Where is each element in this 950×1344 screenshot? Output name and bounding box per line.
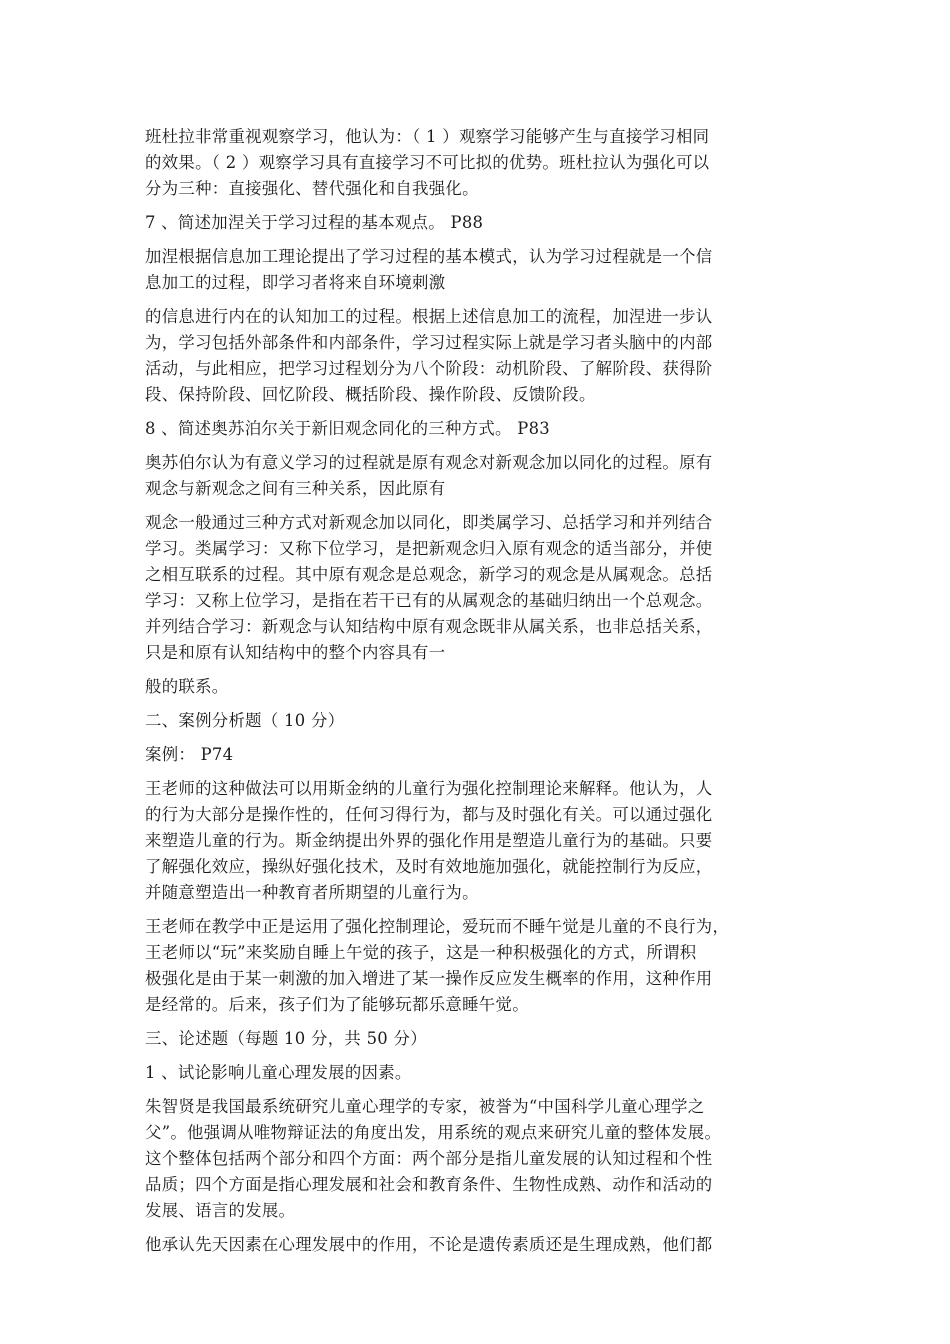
text-line: 的行为大部分是操作性的，任何习得行为，都与及时强化有关。可以通过强化 bbox=[145, 805, 713, 824]
paragraph bbox=[145, 742, 817, 768]
text-line: 之相互联系的过程。其中原有观念是总观念，新学习的观念是从属观念。总括 bbox=[145, 565, 713, 584]
text-line: 班杜拉非常重视观察学习，他认为：（ 1 ）观察学习能够产生与直接学习相同 bbox=[145, 127, 710, 146]
text-line: 分为三种：直接强化、替代强化和自我强化。 bbox=[145, 179, 479, 198]
text-line: 并随意塑造出一种教育者所期望的儿童行为。 bbox=[145, 883, 479, 902]
paragraph bbox=[145, 1094, 817, 1224]
text-line: 观念一般通过三种方式对新观念加以同化，即类属学习、总括学习和并列结合 bbox=[145, 513, 713, 532]
text-line: 观念与新观念之间有三种关系，因此原有 bbox=[145, 479, 446, 498]
paragraph bbox=[145, 244, 817, 296]
paragraph bbox=[145, 1232, 817, 1258]
text-line: 段、保持阶段、回忆阶段、概括阶段、操作阶段、反馈阶段。 bbox=[145, 385, 596, 404]
text-line: 是经常的。后来，孩子们为了能够玩都乐意睡午觉。 bbox=[145, 995, 529, 1014]
text-line: 发展、语言的发展。 bbox=[145, 1201, 296, 1220]
text-line: 1 、试论影响儿童心理发展的因素。 bbox=[145, 1063, 412, 1082]
text-line: 7 、简述加涅关于学习过程的基本观点。 P88 bbox=[145, 213, 484, 232]
text-line: 二、案例分析题（ 10 分） bbox=[145, 711, 345, 730]
text-line: 8 、简述奥苏泊尔关于新旧观念同化的三种方式。 P83 bbox=[145, 419, 551, 438]
text-line: 学习：又称上位学习，是指在若干已有的从属观念的基础归纳出一个总观念。 bbox=[145, 591, 713, 610]
text-line: 的信息进行内在的认知加工的过程。根据上述信息加工的流程，加涅进一步认 bbox=[145, 307, 713, 326]
text-line: 品质；四个方面是指心理发展和社会和教育条件、生物性成熟、动作和活动的 bbox=[145, 1175, 713, 1194]
text-line: 为，学习包括外部条件和内部条件，学习过程实际上就是学习者头脑中的内部 bbox=[145, 333, 713, 352]
paragraph bbox=[145, 510, 817, 666]
text-line: 了解强化效应，操纵好强化技术，及时有效地施加强化，就能控制行为反应， bbox=[145, 857, 713, 876]
paragraph bbox=[145, 210, 817, 236]
text-line: 只是和原有认知结构中的整个内容具有一 bbox=[145, 643, 446, 662]
text-line: 并列结合学习：新观念与认知结构中原有观念既非从属关系，也非总括关系， bbox=[145, 617, 713, 636]
document-body bbox=[145, 124, 817, 1266]
text-line: 朱智贤是我国最系统研究儿童心理学的专家，被誉为“中国科学儿童心理学之 bbox=[145, 1097, 705, 1116]
text-line: 息加工的过程，即学习者将来自环境刺激 bbox=[145, 273, 446, 292]
text-line: 般的联系。 bbox=[145, 677, 229, 696]
text-line: 三、论述题（每题 10 分，共 50 分） bbox=[145, 1029, 427, 1048]
text-line: 的效果。（ 2 ）观察学习具有直接学习不可比拟的优势。班杜拉认为强化可以 bbox=[145, 153, 710, 172]
text-line: 王老师以“玩”来奖励自睡上午觉的孩子，这是一种积极强化的方式，所谓积 bbox=[145, 943, 697, 962]
paragraph bbox=[145, 1060, 817, 1086]
text-line: 这个整体包括两个部分和四个方面：两个部分是指儿童发展的认知过程和个性 bbox=[145, 1149, 713, 1168]
text-line: 来塑造儿童的行为。斯金纳提出外界的强化作用是塑造儿童行为的基础。只要 bbox=[145, 831, 713, 850]
paragraph bbox=[145, 1026, 817, 1052]
paragraph bbox=[145, 776, 817, 906]
paragraph bbox=[145, 914, 817, 1018]
paragraph bbox=[145, 708, 817, 734]
text-line: 案例： P74 bbox=[145, 745, 234, 764]
paragraph bbox=[145, 304, 817, 408]
paragraph bbox=[145, 674, 817, 700]
text-line: 极强化是由于某一刺激的加入增进了某一操作反应发生概率的作用，这种作用 bbox=[145, 969, 713, 988]
text-line: 活动，与此相应，把学习过程划分为八个阶段：动机阶段、了解阶段、获得阶 bbox=[145, 359, 713, 378]
text-line: 父”。他强调从唯物辩证法的角度出发，用系统的观点来研究儿童的整体发展。 bbox=[145, 1123, 722, 1142]
text-line: 加涅根据信息加工理论提出了学习过程的基本模式，认为学习过程就是一个信 bbox=[145, 247, 713, 266]
text-line: 他承认先天因素在心理发展中的作用，不论是遗传素质还是生理成熟，他们都 bbox=[145, 1235, 713, 1254]
text-line: 王老师的这种做法可以用斯金纳的儿童行为强化控制理论来解释。他认为，人 bbox=[145, 779, 713, 798]
paragraph bbox=[145, 450, 817, 502]
text-line: 王老师在教学中正是运用了强化控制理论，爱玩而不睡午觉是儿童的不良行为， bbox=[145, 917, 730, 936]
paragraph bbox=[145, 416, 817, 442]
text-line: 学习。类属学习：又称下位学习，是把新观念归入原有观念的适当部分，并使 bbox=[145, 539, 713, 558]
paragraph bbox=[145, 124, 817, 202]
text-line: 奥苏伯尔认为有意义学习的过程就是原有观念对新观念加以同化的过程。原有 bbox=[145, 453, 713, 472]
